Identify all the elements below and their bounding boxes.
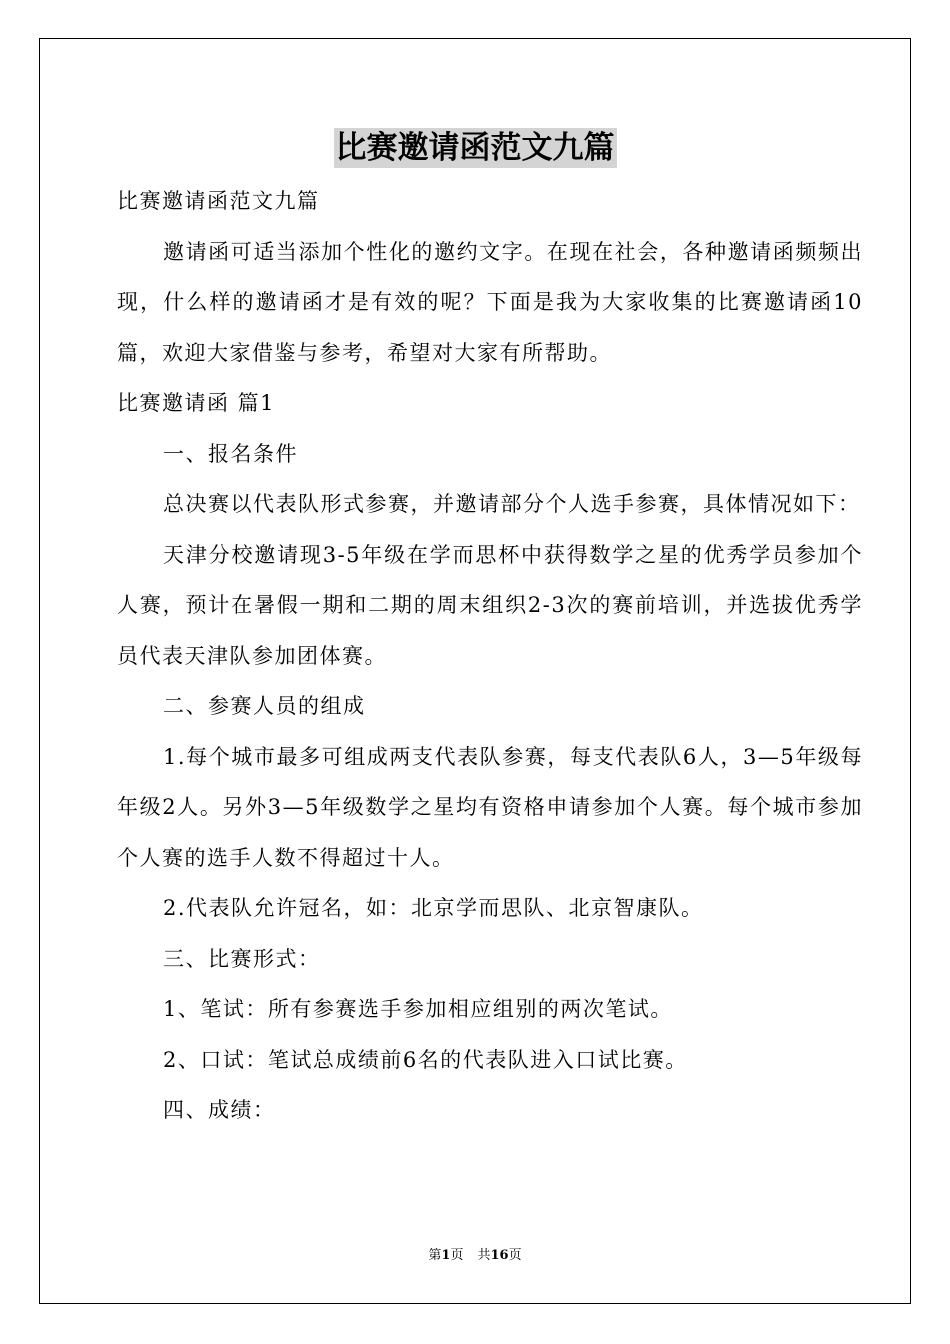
paragraph: 邀请函可适当添加个性化的邀约文字。在现在社会，各种邀请函频频出现，什么样的邀请函才是有效的呢？下面是我为大家收集的比赛邀请函10篇，欢迎大家借鉴与参考，希望对大家有所帮助。 — [117, 239, 863, 365]
title-wrap — [0, 128, 950, 168]
page-footer — [0, 1247, 950, 1265]
paragraph: 一、报名条件 — [163, 441, 298, 466]
paragraph: 三、比赛形式： — [163, 946, 321, 971]
paragraph: 2.代表队允许冠名，如：北京学而思队、北京智康队。 — [163, 896, 704, 920]
paragraph: 1.每个城市最多可组成两支代表队参赛，每支代表队6人，3—5年级每年级2人。另外3—5年级数学之星均有资格申请参加个人赛。每个城市参加个人赛的选手人数不得超过十人。 — [117, 744, 863, 870]
paragraph: 1、笔试：所有参赛选手参加相应组别的两次笔试。 — [163, 997, 673, 1021]
document-body — [117, 176, 863, 1136]
total-prefix: 共 — [477, 1248, 491, 1263]
document-title: 比赛邀请函范文九篇 — [335, 130, 615, 166]
paragraph: 总决赛以代表队形式参赛，并邀请部分个人选手参赛，具体情况如下： — [163, 492, 861, 516]
page-prefix: 第 — [428, 1248, 442, 1263]
page-total: 16 — [490, 1248, 509, 1263]
paragraph: 比赛邀请函范文九篇 — [117, 189, 320, 213]
paragraph: 2、口试：笔试总成绩前6名的代表队进入口试比赛。 — [163, 1047, 688, 1072]
page-suffix: 页 — [450, 1248, 464, 1263]
total-suffix: 页 — [508, 1248, 522, 1263]
page-current: 1 — [441, 1248, 451, 1263]
paragraph: 四、成绩： — [163, 1098, 276, 1122]
paragraph: 二、参赛人员的组成 — [163, 694, 366, 718]
paragraph: 比赛邀请函 篇1 — [117, 391, 276, 415]
paragraph: 天津分校邀请现3-5年级在学而思杯中获得数学之星的优秀学员参加个人赛，预计在暑假一期和二期的周末组织2-3次的赛前培训，并选拔优秀学员代表天津队参加团体赛。 — [117, 542, 863, 668]
